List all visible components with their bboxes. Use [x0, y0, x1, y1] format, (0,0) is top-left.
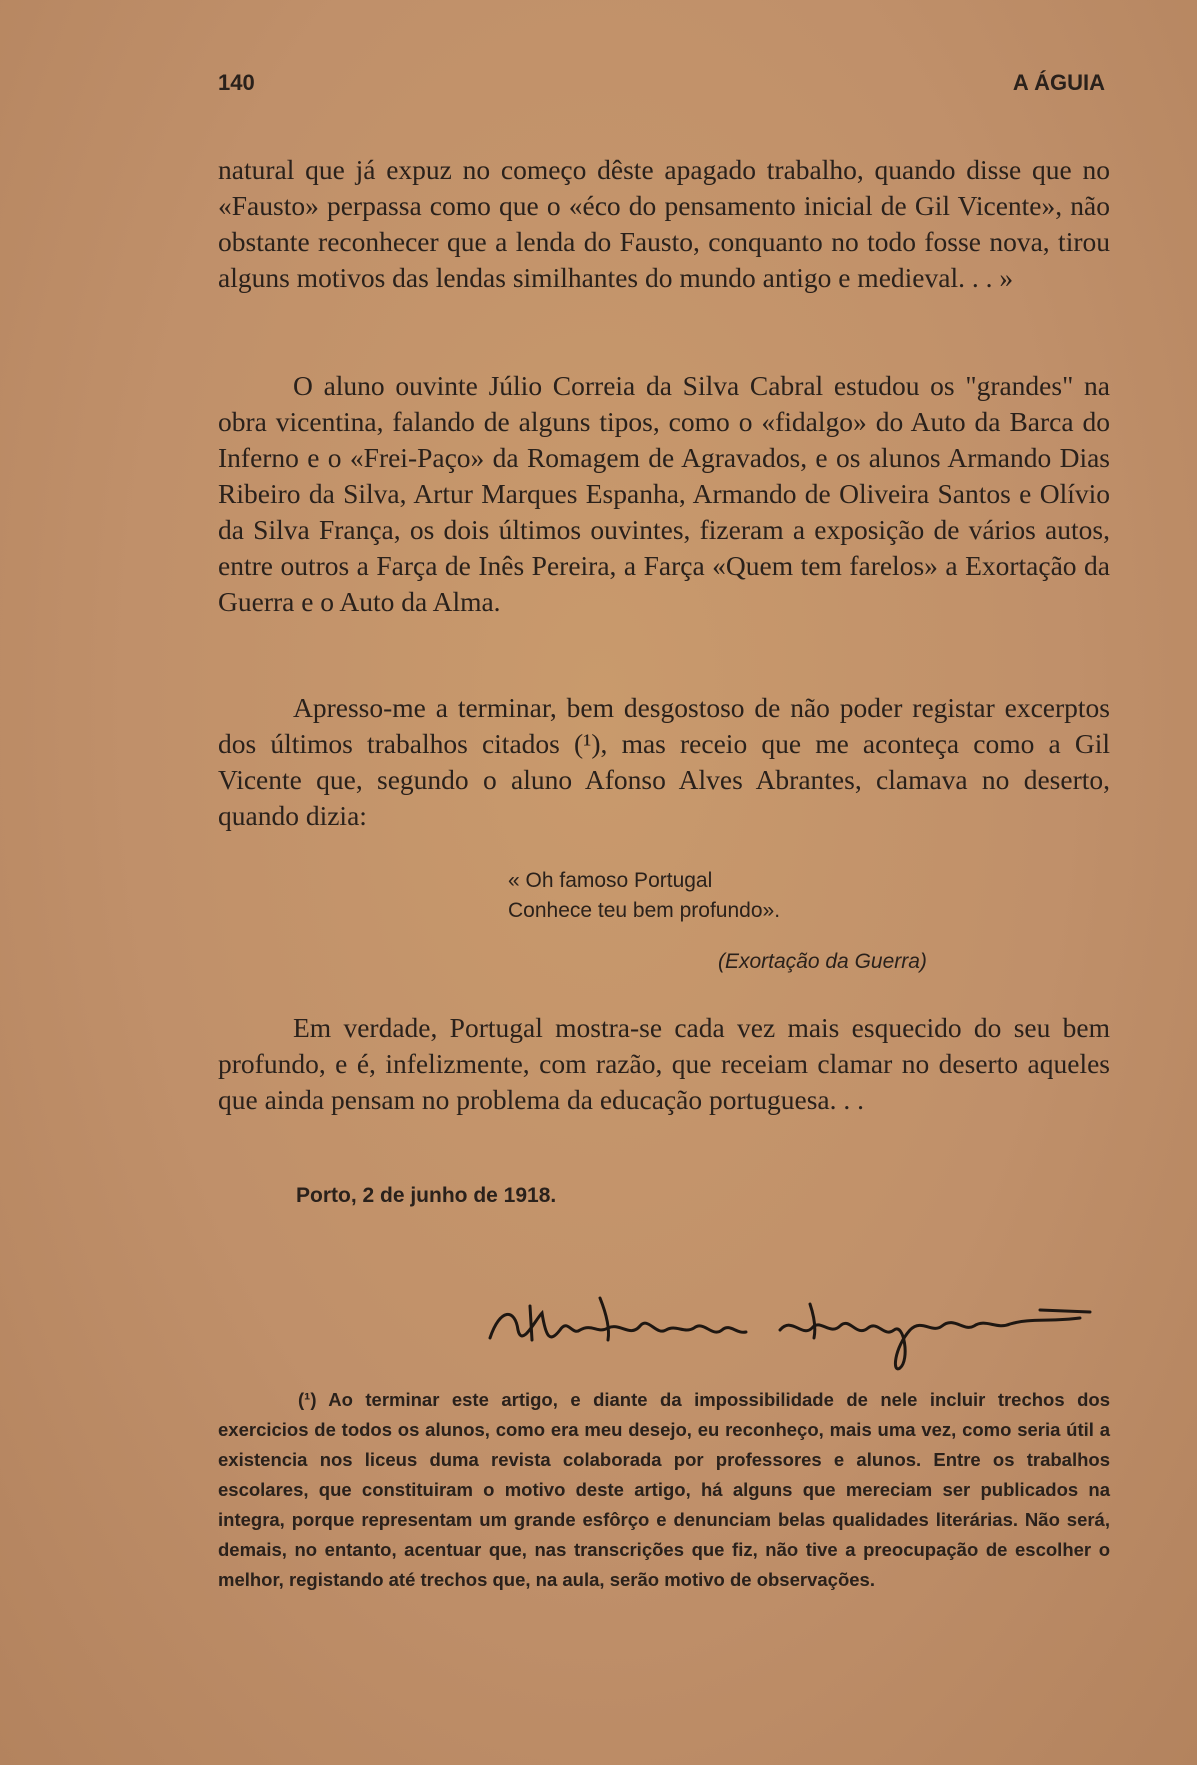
paragraph-3-text: Apresso-me a terminar, bem desgostoso de não poder registar excerptos dos últimos trabalhos citados (¹), mas receio que me aconteça como a Gil Vicente que, segundo o aluno Afonso Alves Abrantes, clamava no deserto, quando dizia: [218, 692, 1110, 831]
paragraph-4 [218, 1010, 1110, 1118]
footnote: (¹) Ao terminar este artigo, e diante da impossibilidade de nele incluir trechos dos exercicios de todos os alunos, como era meu desejo, eu reconheço, mais uma vez, como seria útil a existencia nos liceus duma revista colaborada por professores e alunos. Entre os trabalhos escolares, que constituiram o motivo deste artigo, há alguns que mereciam ser publicados na integra, porque representam um grande esfôrço e denunciam belas qualidades literárias. Não será, demais, no entanto, acentuar que, nas transcrições que fiz, não tive a preocupação de escolher o melhor, registando até trechos que, na aula, serão motivo de observações. [218, 1389, 1110, 1590]
verse-source: (Exortação da Guerra) [718, 950, 927, 973]
paragraph-1-text: natural que já expuz no começo dêste apagado trabalho, quando disse que no «Fausto» perpassa como que o «éco do pensamento inicial de Gil Vicente», não obstante reconhecer que a lenda do Fausto, conquanto no todo fosse nova, tirou alguns motivos das lendas similhantes do mundo antigo e medieval. . . » [218, 154, 1110, 293]
verse-line-2: Conhece teu bem profundo». [508, 899, 781, 922]
paragraph-3 [218, 690, 1110, 834]
page-number: 140 [218, 70, 255, 95]
verse-quote [508, 866, 780, 926]
handwritten-signature [480, 1268, 1100, 1378]
paragraph-2 [218, 368, 1110, 620]
paragraph-1 [218, 152, 1110, 296]
paragraph-2-text: O aluno ouvinte Júlio Correia da Silva Cabral estudou os "grandes" na obra vicentina, falando de alguns tipos, como o «fidalgo» do Auto da Barca do Inferno e o «Frei-Paço» da Romagem de Agravados, e os alunos Armando Dias Ribeiro da Silva, Artur Marques Espanha, Armando de Oliveira Santos e Olívio da Silva França, os dois últimos ouvintes, fizeram a exposição de vários autos, entre outros a Farça de Inês Pereira, a Farça «Quem tem farelos» a Exortação da Guerra e o Auto da Alma. [218, 370, 1110, 617]
dateline: Porto, 2 de junho de 1918. [296, 1184, 557, 1207]
paragraph-4-text: Em verdade, Portugal mostra-se cada vez mais esquecido do seu bem profundo, e é, infelizmente, com razão, que receiam clamar no deserto aqueles que ainda pensam no problema da educação portuguesa. . . [218, 1012, 1110, 1115]
journal-title: A ÁGUIA [1012, 70, 1105, 95]
verse-line-1: « Oh famoso Portugal [508, 869, 713, 892]
running-header [218, 70, 1105, 104]
